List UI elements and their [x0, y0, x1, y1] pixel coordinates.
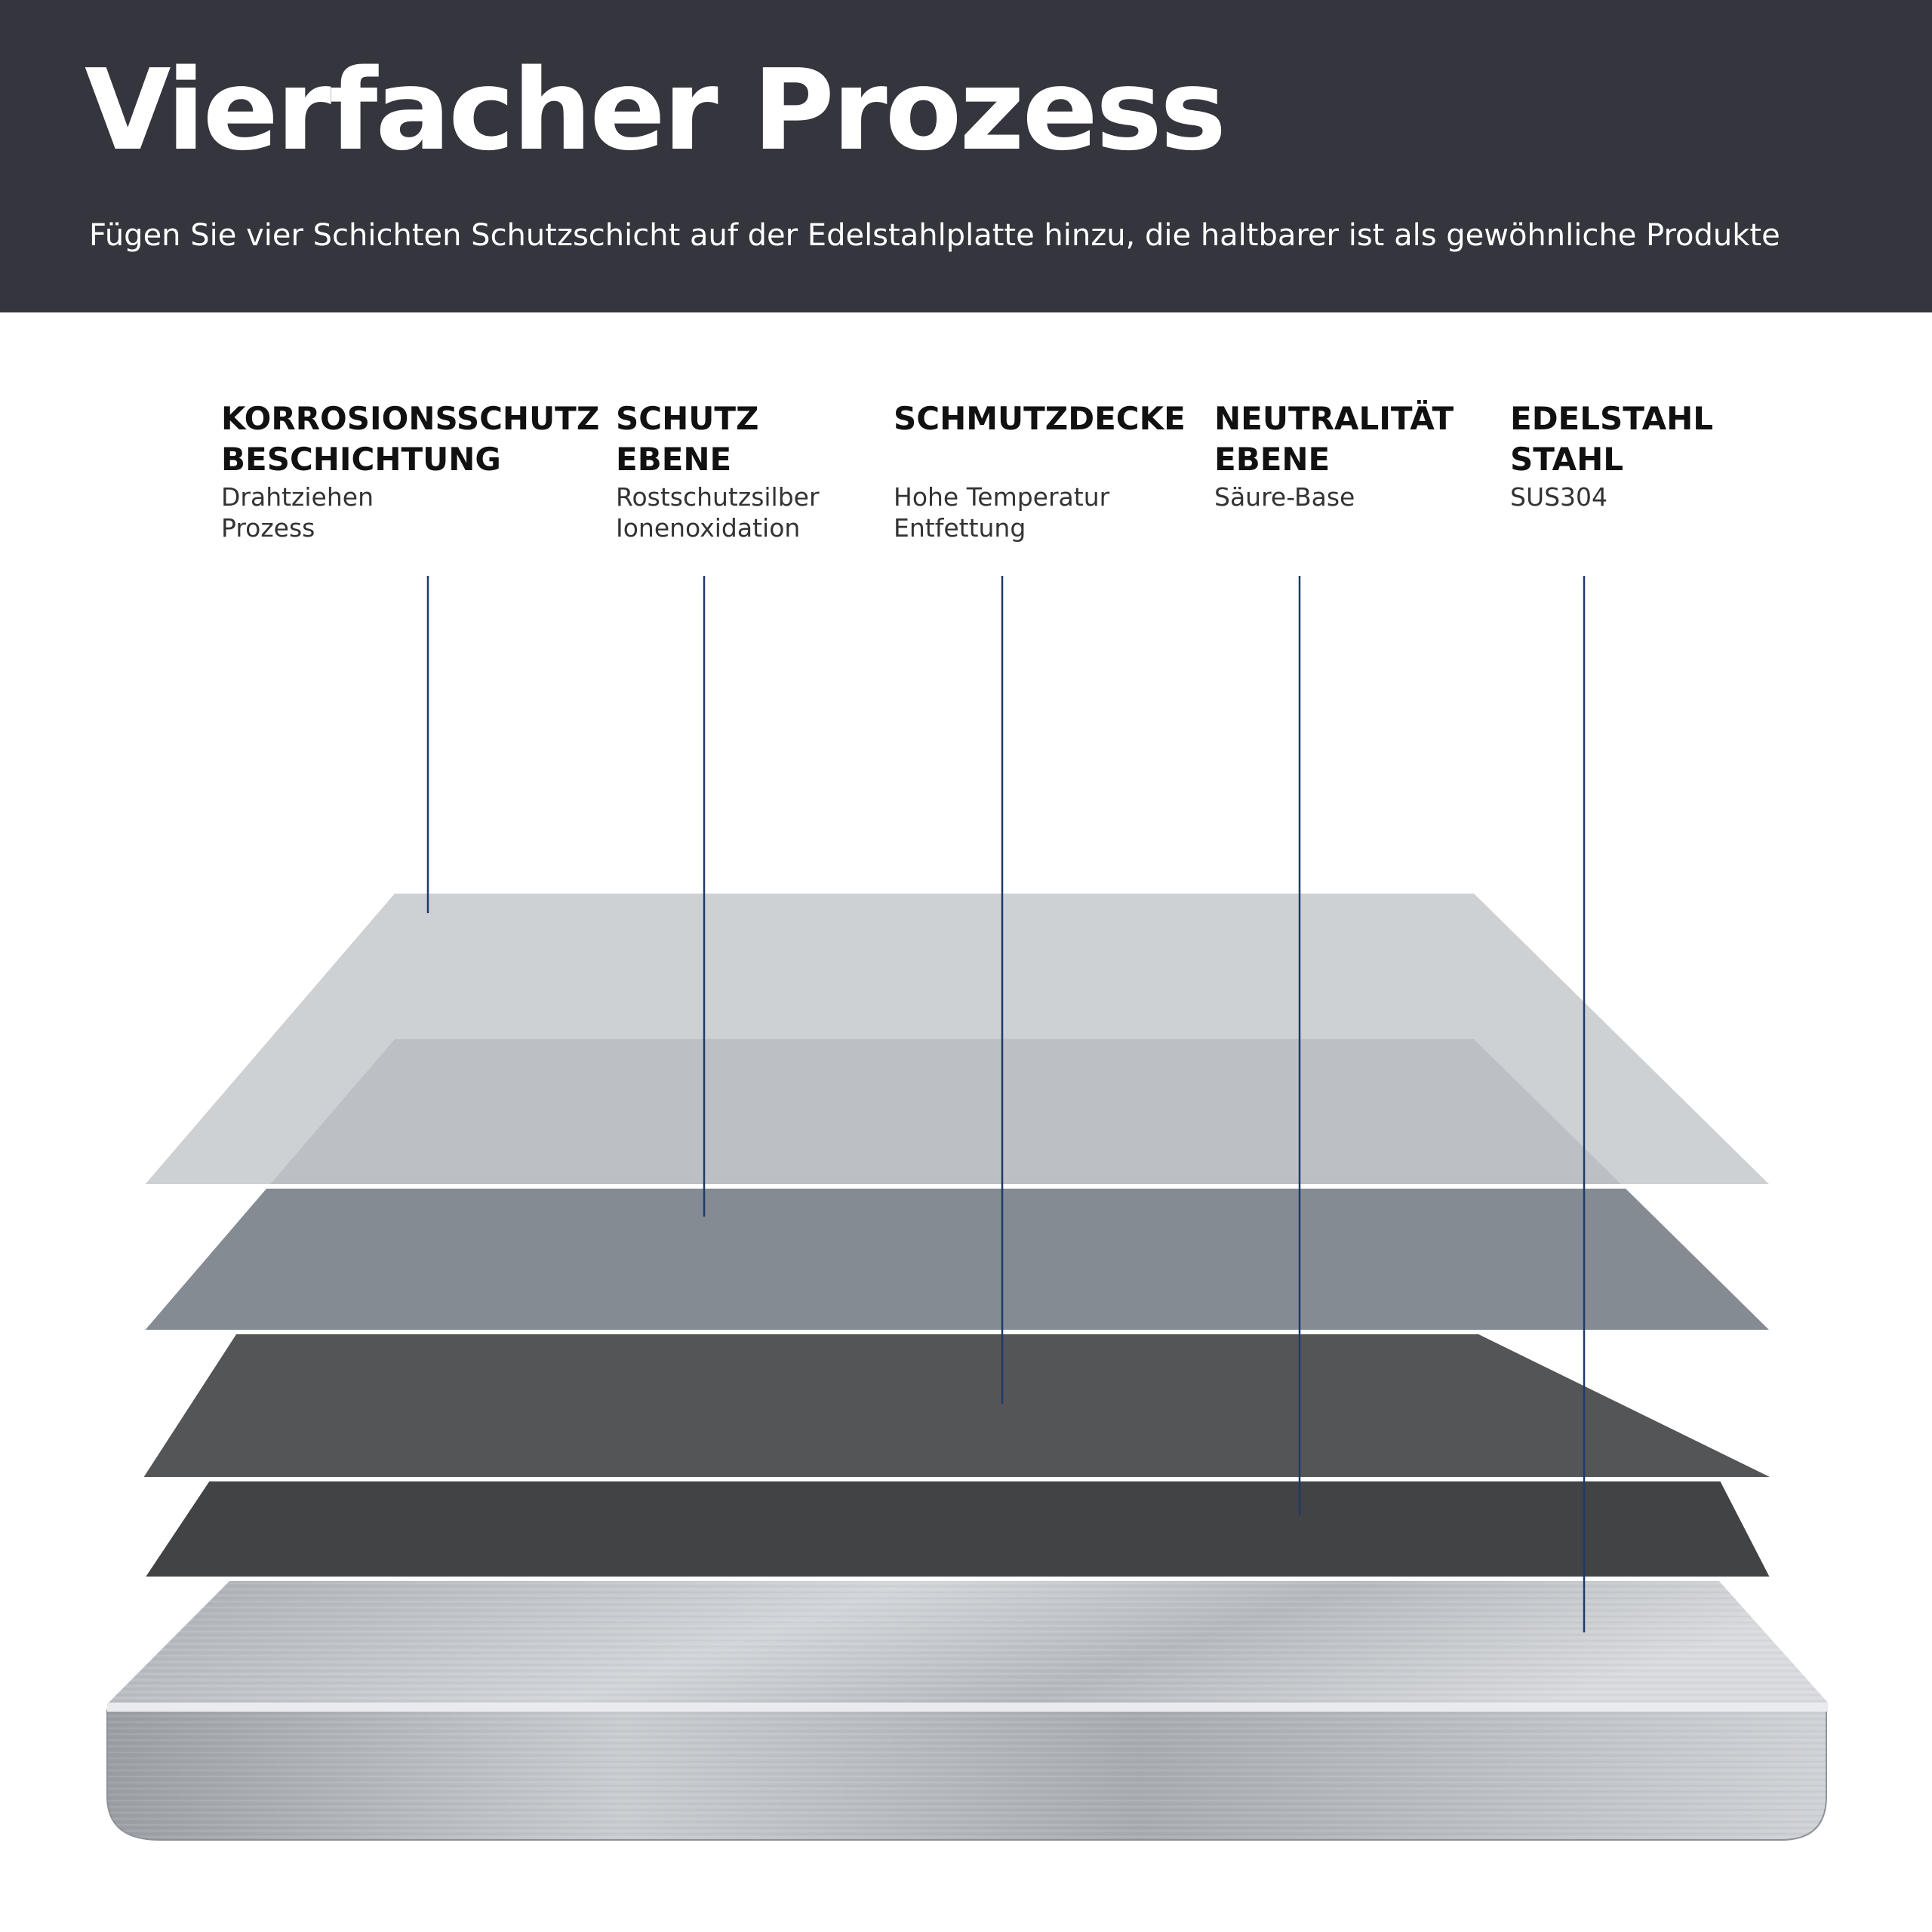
label-subtitle: Rostschutzsilber Ionenoxidation: [616, 482, 820, 543]
label-korrosionsschutz: [221, 398, 599, 543]
label-title: SCHUTZ EBENE: [616, 400, 759, 478]
steel-base-edge: [107, 1703, 1828, 1712]
label-title: KORROSIONSSCHUTZ BESCHICHTUNG: [221, 400, 600, 478]
label-title: NEUTRALITÄT EBENE: [1214, 400, 1454, 478]
page-subtitle: Fügen Sie vier Schichten Schutzschicht auf der Edelstahlplatte hinzu, die haltbarer ist als gewöhnliche Produkte: [89, 218, 1780, 253]
label-edelstahl: [1510, 398, 1713, 512]
label-schutz-ebene: [616, 398, 820, 543]
page-title: Vierfacher Prozess: [85, 45, 1225, 175]
label-title: EDELSTAHL STAHL: [1510, 400, 1714, 478]
label-subtitle: Säure-Base: [1214, 482, 1355, 512]
layer-korrosionsschutz: [143, 894, 1771, 1186]
label-neutralitaet: [1214, 398, 1454, 512]
label-schmutzdecke: [894, 398, 1186, 543]
label-subtitle: SUS304: [1510, 482, 1608, 512]
steel-base-front-brush: [107, 1710, 1826, 1840]
label-subtitle: Drahtziehen Prozess: [221, 482, 374, 543]
label-subtitle: Hohe Temperatur Entfettung: [894, 482, 1110, 543]
steel-base-top-brush: [109, 1580, 1828, 1703]
label-title: SCHMUTZDECKE: [894, 400, 1186, 437]
layer-schmutzdecke: [143, 1332, 1771, 1478]
layer-neutralitaet: [143, 1481, 1771, 1580]
